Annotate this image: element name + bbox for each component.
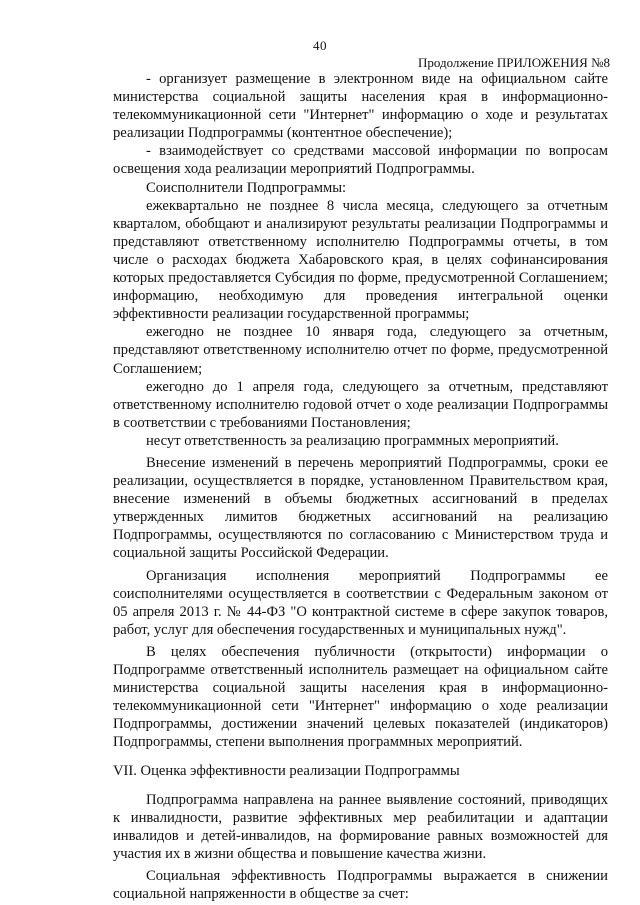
section-heading: VII. Оценка эффективности реализации Подпрограммы [113, 763, 460, 780]
paragraph-media-interaction: - взаимодействует со средствами массовой информации по вопросам освещения хода реализации мероприятий Подпрограммы. [113, 143, 608, 178]
paragraph-annual-april-report: ежегодно до 1 апреля года, следующего за отчетным, представляют ответственному исполнителю годовой отчет о ходе реализации Подпрограммы в соответствии с требованиями Постановления; [113, 378, 608, 431]
document-body [113, 70, 608, 903]
paragraph-organization: Организация исполнения мероприятий Подпрограммы ее соисполнителями осуществляется в соответствии с Федеральным законом от 05 апреля 2013 г. № 44-ФЗ "О контрактной системе в сфере закупок товаров, работ, услуг для обеспечения государственных и муниципальных нужд". [113, 567, 608, 638]
paragraph-amendments: Внесение изменений в перечень мероприятий Подпрограммы, сроки ее реализации, осуществляется в порядке, установленном Правительством края, внесение изменений в объемы бюджетных ассигнований в пределах утвержденных лимитов бюджетных ассигнований на реализацию Подпрограммы, осуществляются по согласованию с Министерством труда и социальной защиты Российской Федерации. [113, 454, 608, 562]
page-number: 40 [313, 38, 327, 53]
paragraph-publish-online: - организует размещение в электронном виде на официальном сайте министерства социальной защиты населения края в информационно-телекоммуникационной сети "Интернет" информацию о ходе и результатах реализации Подпрограммы (контентное обеспечение); [113, 71, 608, 142]
paragraph-subprogram-aim: Подпрограмма направлена на раннее выявление состояний, приводящих к инвалидности, развитие эффективных мер реабилитации и адаптации инвалидов и детей-инвалидов, на формирование равных возможностей для участия их в жизни общества и повышение качества жизни. [113, 791, 608, 862]
paragraph-publicity: В целях обеспечения публичности (открытости) информации о Подпрограмме ответственный исполнитель размещает на официальном сайте министерства социальной защиты населения края в информационно-телекоммуникационной сети "Интернет" информацию о ходе реализации Подпрограммы, достижении значений целевых показателей (индикаторов) Подпрограммы, степени выполнения программных мероприятий. [113, 643, 608, 751]
paragraph-responsibility: несут ответственность за реализацию программных мероприятий. [146, 432, 559, 449]
continuation-label: Продолжение ПРИЛОЖЕНИЯ №8 [417, 55, 610, 70]
paragraph-coexecutors-heading: Соисполнители Подпрограммы: [146, 179, 347, 196]
paragraph-annual-january-report: ежегодно не позднее 10 января года, следующего за отчетным, представляют ответственному исполнителю отчет по форме, предусмотренной Соглашением; [113, 324, 608, 377]
paragraph-social-efficiency: Социальная эффективность Подпрограммы выражается в снижении социальной напряженности в обществе за счет: [113, 867, 608, 903]
paragraph-quarterly-reports: ежеквартально не позднее 8 числа месяца, следующего за отчетным кварталом, обобщают и анализируют результаты реализации Подпрограммы и представляют ответственному исполнителю Подпрограммы отчеты, в том числе о расходах бюджета Хабаровского края, в целях софинансирования которых предоставляется Субсидия по форме, предусмотренной Соглашением; информацию, необходимую для проведения интегральной оценки эффективности реализации государственной программы; [113, 197, 608, 323]
